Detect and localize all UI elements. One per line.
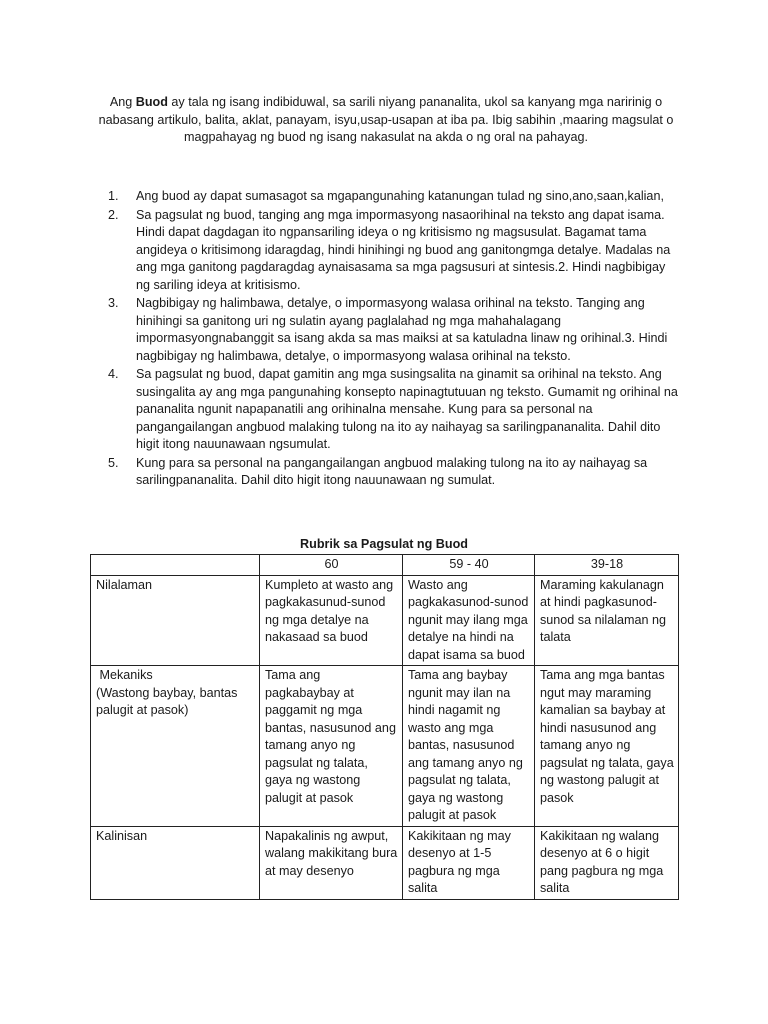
- guidelines-list: [108, 188, 680, 491]
- table-cell: Tama ang baybay ngunit may ilan na hindi nagamit ng wasto ang mga bantas, nasusunod ang tamang anyo ng pagsulat ng talata, gaya ng wastong palugit at pasok: [403, 666, 535, 827]
- criterion-cell: [91, 575, 260, 666]
- table-cell: Kumpleto at wasto ang pagkakasunud-sunod ng mga detalye na nakasaad sa buod: [260, 575, 403, 666]
- table-cell: Maraming kakulanagn at hindi pagkasunod-sunod sa nilalaman ng talata: [535, 575, 679, 666]
- criterion-cell: [91, 666, 260, 827]
- list-item-number: 3.: [108, 296, 119, 310]
- list-item-number: 4.: [108, 367, 119, 381]
- table-row: [91, 666, 679, 827]
- intro-rest: ay tala ng isang indibiduwal, sa sarili niyang pananalita, ukol sa kanyang mga naririnig o nabasang artikulo, balita, aklat, panayam, isyu,usap-usapan at iba pa. Ibig sabihin ,maaring magsulat o magpahayag ng buod ng isang nakasulat na akda o ng oral na pahayag.: [98, 95, 674, 144]
- header-score-60: 60: [260, 555, 403, 576]
- list-item-text: Sa pagsulat ng buod, dapat gamitin ang mga susingsalita na ginamit sa orihinal na teksto. Ang susingalita ay ang mga pangunahing konsepto napinagtutuuan ng teksto. Gumamit ng orihinal na pananalita ngunit napapanatili ang orihinalna mensahe. Kung para sa personal na pangangailangan angbuod malaking tulong na ito ay naihayag sa sarilingpananalita. Dahil dito higit itong nauunawaan ngsumulat.: [136, 367, 678, 451]
- list-item-text: Ang buod ay dapat sumasagot sa mgapangunahing katanungan tulad ng sino,ano,saan,kalian,: [136, 189, 664, 203]
- intro-paragraph: [86, 94, 686, 147]
- header-criterion: [91, 555, 260, 576]
- list-item-number: 1.: [108, 189, 119, 203]
- list-item: [108, 188, 680, 206]
- table-cell: Tama ang pagkabaybay at paggamit ng mga bantas, nasusunod ang tamang anyo ng pagsulat ng talata, gaya ng wastong palugit at pasok: [260, 666, 403, 827]
- list-item-number: 2.: [108, 207, 119, 222]
- intro-term-buod: Buod: [135, 95, 168, 109]
- table-cell: Wasto ang pagkakasunod-sunod ngunit may ilang mga detalye na hindi na dapat isama sa buod: [403, 575, 535, 666]
- list-item: [108, 366, 680, 454]
- criterion-title: Kalinisan: [96, 828, 148, 843]
- list-item-number: 5.: [108, 455, 119, 470]
- criterion-title: Nilalaman: [96, 577, 152, 592]
- criterion-cell: [91, 826, 260, 899]
- list-item: [108, 295, 680, 365]
- list-item-text: Sa pagsulat ng buod, tanging ang mga impormasyong nasaorihinal na teksto ang dapat isama. Hindi dapat dagdagan ito ngpansariling ideya o ng kritisismo ng magsusulat. Bagamat tama angideya o kritisimong idaragdag, hindi hinihingi ng buod ang ganitongmga detalye. Madalas na ang mga ganitong pagdaragdag aynaisasama sa mga pagsusuri at sintesis.2. Hindi nagbibigay ng sariling ideya at kritisismo.: [136, 207, 671, 292]
- intro-lead: Ang: [109, 95, 136, 109]
- header-score-39-18: 39-18: [535, 555, 679, 576]
- table-row: [91, 575, 679, 666]
- list-item-text: Kung para sa personal na pangangailangan angbuod malaking tulong na ito ay naihayag sa sarilingpananalita. Dahil dito higit itong nauunawaan ng sumulat.: [136, 455, 648, 487]
- table-cell: Kakikitaan ng may desenyo at 1-5 pagbura ng mga salita: [403, 826, 535, 899]
- list-item-text: Nagbibigay ng halimbawa, detalye, o impormasyong walasa orihinal na teksto. Tanging ang hinihingi sa ganitong uri ng sulatin ayang paglalahad ng mga mahahalagang impormasyongnabanggit sa isang akda sa mas maiksi at sa katuladna linaw ng orihinal.3. Hindi nagbibigay ng halimbawa, detalye, o impormasyong walasa orihinal na teksto.: [136, 296, 668, 363]
- criterion-subtitle: (Wastong baybay, bantas palugit at pasok): [96, 685, 238, 717]
- rubric-table-title: Rubrik sa Pagsulat ng Buod: [300, 537, 468, 551]
- table-cell: Kakikitaan ng walang desenyo at 6 o higit pang pagbura ng mga salita: [535, 826, 679, 899]
- criterion-title: Mekaniks: [96, 668, 153, 682]
- table-header-row: [91, 555, 679, 576]
- table-cell: Tama ang mga bantas ngut may maraming kamalian sa baybay at hindi nasusunod ang tamang anyo ng pagsulat ng talata, gaya ng wastong palugit at pasok: [535, 666, 679, 827]
- list-item: [108, 207, 680, 295]
- table-cell: Napakalinis ng awput, walang makikitang bura at may desenyo: [260, 826, 403, 899]
- rubric-table: [90, 554, 679, 900]
- table-row: [91, 826, 679, 899]
- list-item: [108, 455, 680, 490]
- header-score-59-40: 59 - 40: [403, 555, 535, 576]
